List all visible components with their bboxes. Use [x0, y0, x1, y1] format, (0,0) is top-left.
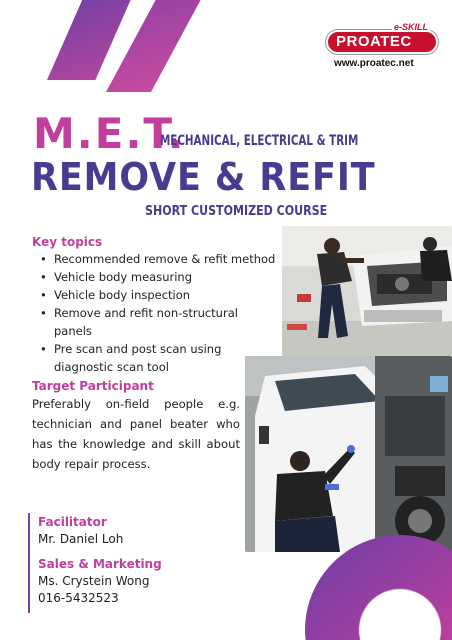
list-item: • Vehicle body inspection [38, 286, 278, 304]
facilitator-heading: Facilitator [38, 515, 107, 529]
engine-work-photo [282, 226, 452, 356]
logo-url: www.proatec.net [334, 58, 414, 69]
title-main: REMOVE & REFIT [31, 155, 376, 199]
proatec-logo [322, 22, 440, 74]
list-item: • Remove and refit non-structural panels [38, 304, 278, 340]
target-participant-heading: Target Participant [32, 379, 154, 393]
door-panel-photo [245, 356, 452, 552]
title-met: M.E.T. [33, 109, 186, 158]
title-course: SHORT CUSTOMIZED COURSE [145, 204, 328, 219]
list-item: • Pre scan and post scan using diagnostic scan tool [38, 340, 278, 376]
facilitator-name: Mr. Daniel Loh [38, 532, 124, 546]
list-item: • Recommended remove & refit method [38, 250, 278, 268]
key-topics-list [38, 250, 278, 376]
contact-divider [28, 513, 30, 613]
logo-badge [326, 30, 438, 54]
title-subtitle: MECHANICAL, ELECTRICAL & TRIM [160, 133, 359, 149]
logo-eskill: e-SKILL [394, 22, 429, 32]
sales-name: Ms. Crystein Wong [38, 574, 150, 588]
target-participant-text: Preferably on-field people e.g. technician and panel beater who has the knowledge and skill about body repair process. [32, 397, 240, 471]
list-item: • Vehicle body measuring [38, 268, 278, 286]
sales-phone: 016-5432523 [38, 591, 119, 605]
logo-brand: PROATEC [336, 33, 412, 50]
sales-heading: Sales & Marketing [38, 557, 162, 571]
key-topics-heading: Key topics [32, 235, 103, 249]
